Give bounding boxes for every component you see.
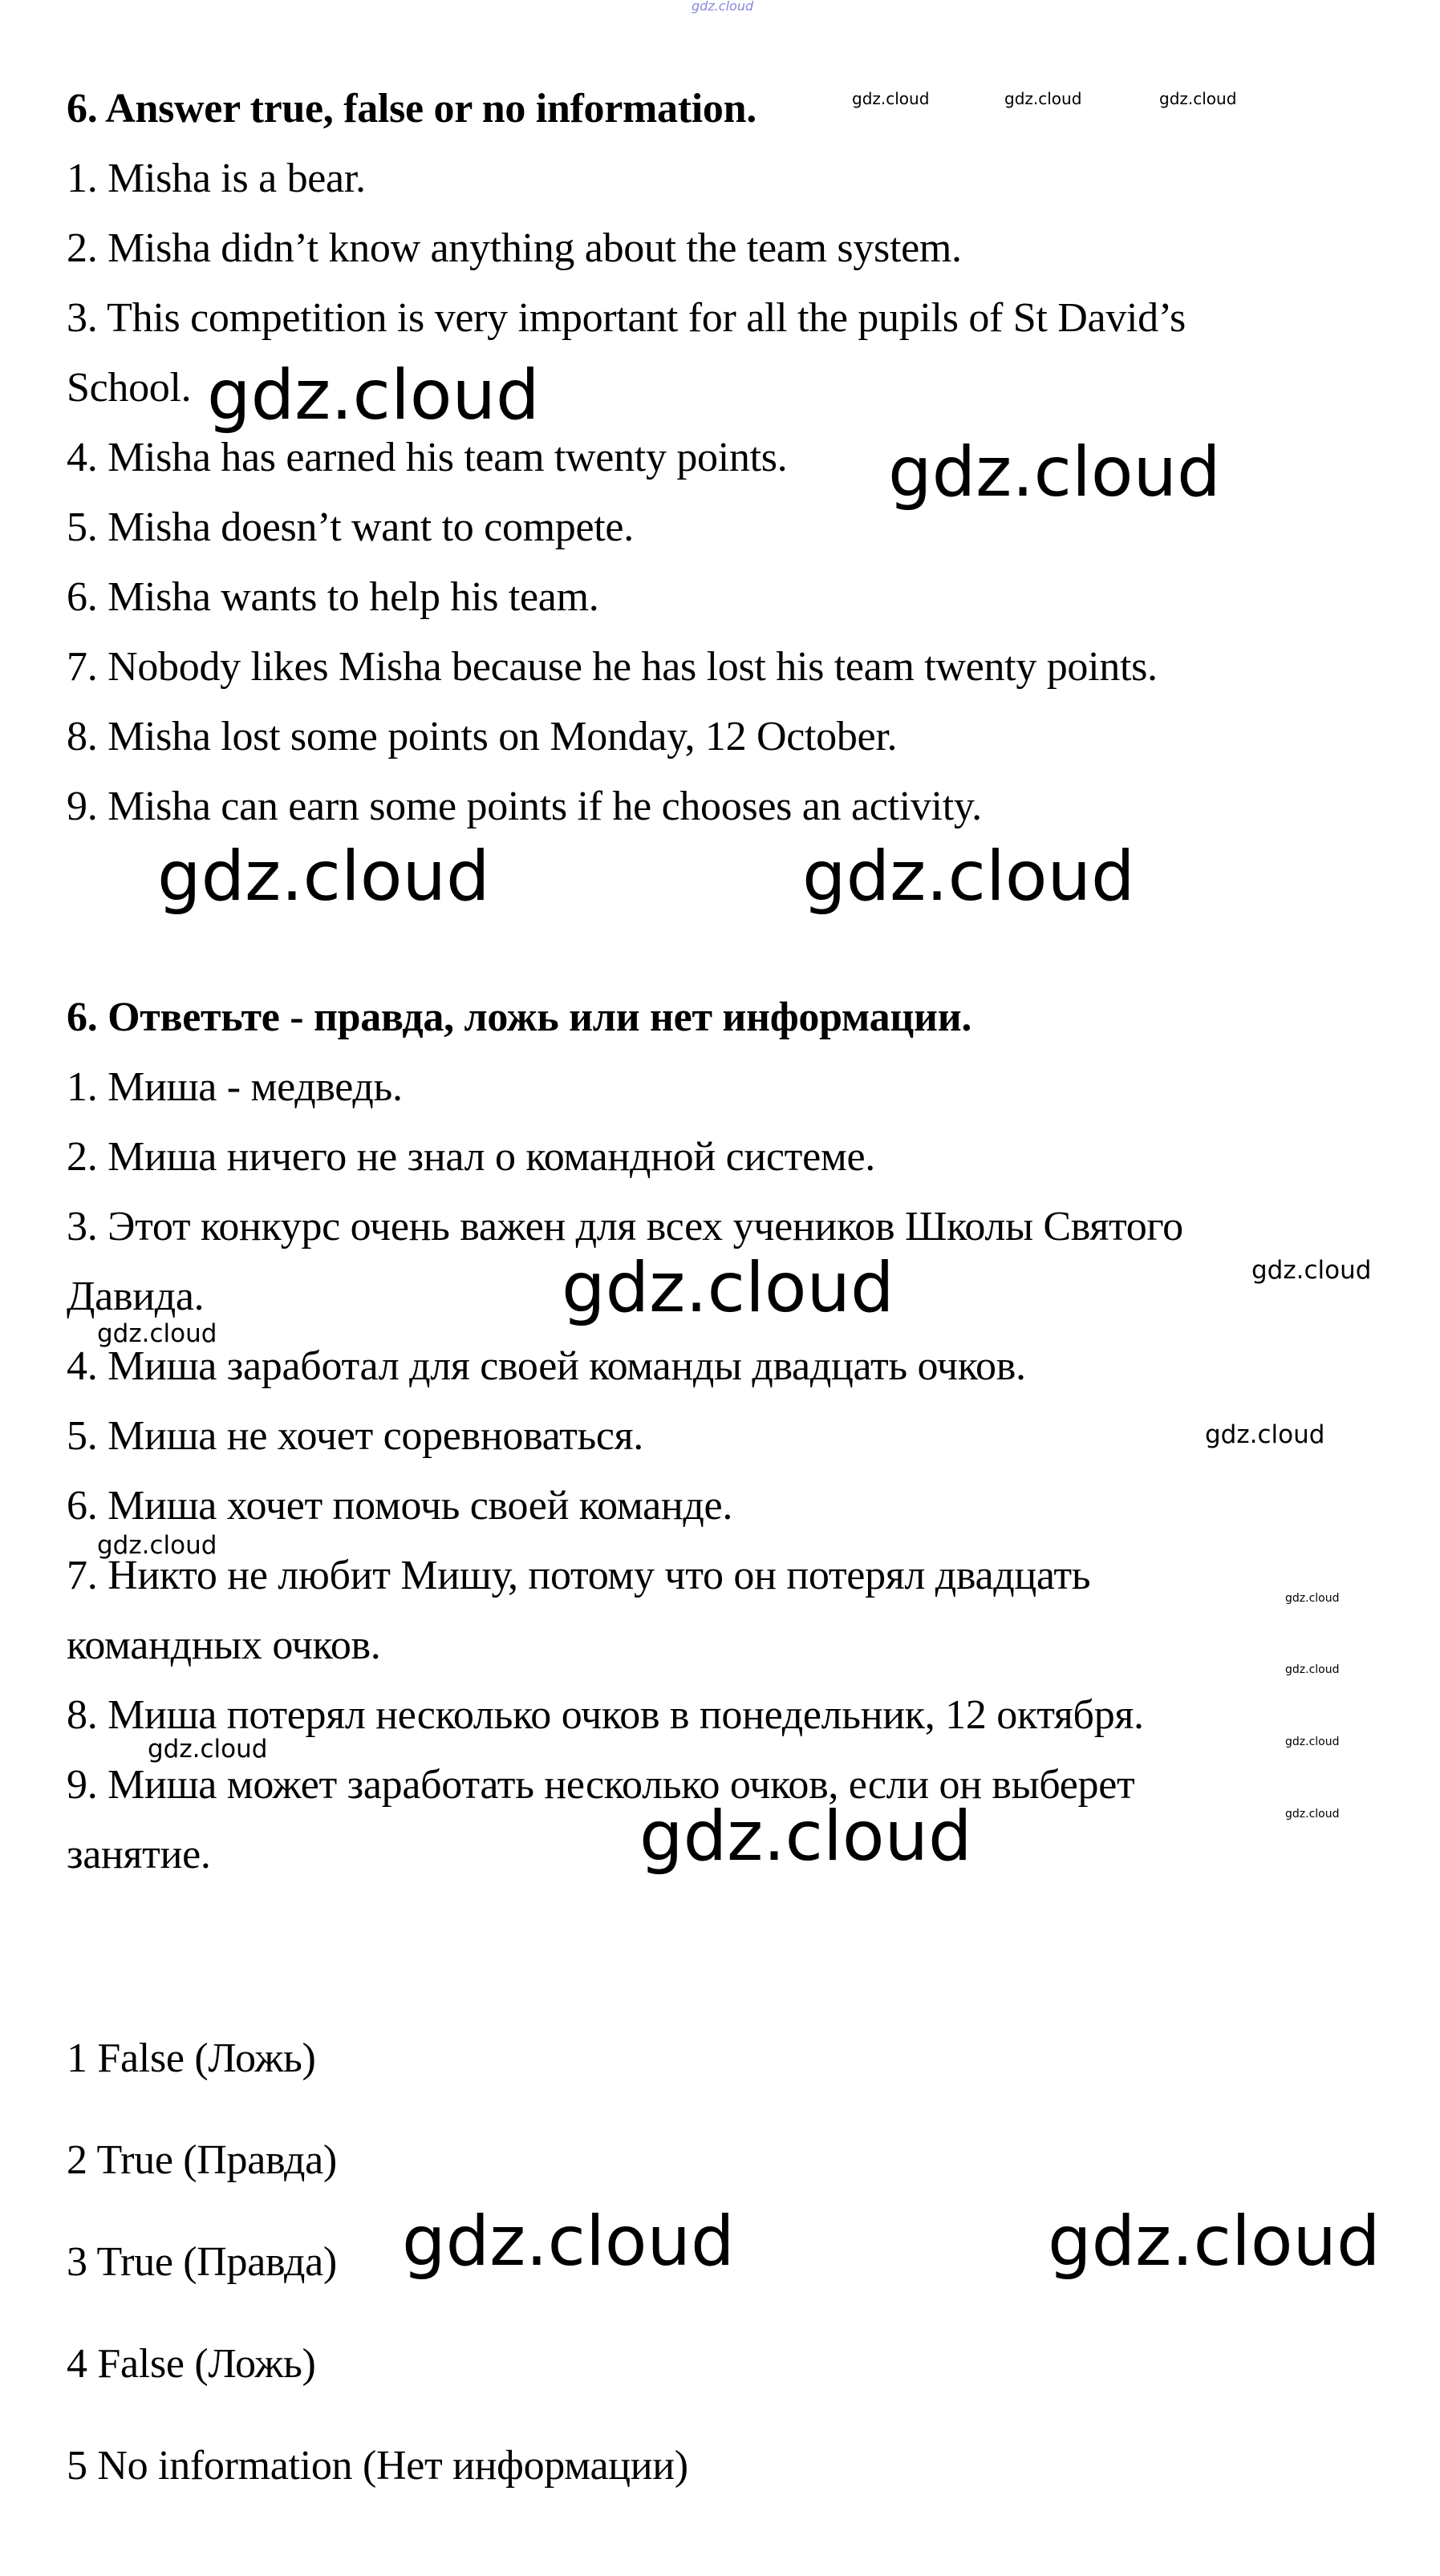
watermark: gdz.cloud	[1159, 89, 1237, 108]
watermark: gdz.cloud	[888, 432, 1221, 512]
english-question-4: 4. Misha has earned his team twenty points.	[67, 435, 788, 480]
answer-4: 4 False (Ложь)	[67, 2341, 316, 2387]
answer-5: 5 No information (Нет информации)	[67, 2443, 688, 2489]
english-question-2: 2. Misha didn’t know anything about the team system.	[67, 225, 962, 271]
russian-question-4: 4. Миша заработал для своей команды двадцать очков.	[67, 1343, 1026, 1389]
english-question-9: 9. Misha can earn some points if he chooses an activity.	[67, 784, 982, 829]
watermark: gdz.cloud	[852, 89, 930, 108]
english-question-5: 5. Misha doesn’t want to compete.	[67, 504, 634, 550]
russian-question-8: 8. Миша потерял несколько очков в понедельник, 12 октября.	[67, 1692, 1144, 1738]
watermark: gdz.cloud	[1285, 1736, 1340, 1748]
answer-2: 2 True (Правда)	[67, 2137, 337, 2183]
watermark: gdz.cloud	[1004, 89, 1082, 108]
russian-question-3-cont: Давида.	[67, 1274, 205, 1319]
russian-question-2: 2. Миша ничего не знал о командной системе.	[67, 1134, 875, 1180]
watermark: gdz.cloud	[562, 1248, 894, 1328]
answer-1: 1 False (Ложь)	[67, 2035, 316, 2081]
answer-3: 3 True (Правда)	[67, 2239, 337, 2285]
watermark: gdz.cloud	[639, 1796, 972, 1877]
watermark: gdz.cloud	[1251, 1256, 1372, 1285]
watermark: gdz.cloud	[1285, 1592, 1340, 1605]
watermark: gdz.cloud	[1285, 1663, 1340, 1676]
watermark: gdz.cloud	[1205, 1420, 1325, 1449]
watermark: gdz.cloud	[402, 2201, 735, 2282]
watermark: gdz.cloud	[157, 836, 490, 917]
russian-question-3: 3. Этот конкурс очень важен для всех учеников Школы Святого	[67, 1204, 1183, 1250]
english-title: 6. Answer true, false or no information.	[67, 86, 757, 132]
russian-question-6: 6. Миша хочет помочь своей команде.	[67, 1483, 733, 1529]
russian-question-7-cont: командных очков.	[67, 1622, 381, 1668]
russian-question-5: 5. Миша не хочет соревноваться.	[67, 1413, 644, 1459]
top-watermark: gdz.cloud	[692, 0, 754, 14]
watermark: gdz.cloud	[207, 355, 540, 435]
watermark: gdz.cloud	[97, 1319, 217, 1348]
russian-title: 6. Ответьте - правда, ложь или нет информации.	[67, 994, 972, 1040]
watermark: gdz.cloud	[1285, 1808, 1340, 1821]
english-question-7: 7. Nobody likes Misha because he has lost his team twenty points.	[67, 644, 1158, 690]
watermark: gdz.cloud	[148, 1735, 268, 1764]
english-question-1: 1. Misha is a bear.	[67, 156, 366, 201]
watermark: gdz.cloud	[1048, 2201, 1381, 2282]
english-question-6: 6. Misha wants to help his team.	[67, 574, 599, 620]
russian-question-9: 9. Миша может заработать несколько очков, если он выберет	[67, 1762, 1135, 1808]
russian-question-9-cont: занятие.	[67, 1832, 211, 1877]
russian-question-7: 7. Никто не любит Мишу, потому что он потерял двадцать	[67, 1553, 1091, 1598]
english-question-8: 8. Misha lost some points on Monday, 12 October.	[67, 714, 898, 759]
russian-question-1: 1. Миша - медведь.	[67, 1064, 403, 1110]
watermark: gdz.cloud	[97, 1531, 217, 1560]
english-question-3: 3. This competition is very important for all the pupils of St David’s	[67, 295, 1186, 341]
watermark: gdz.cloud	[802, 836, 1135, 917]
english-question-3-cont: School.	[67, 365, 192, 411]
